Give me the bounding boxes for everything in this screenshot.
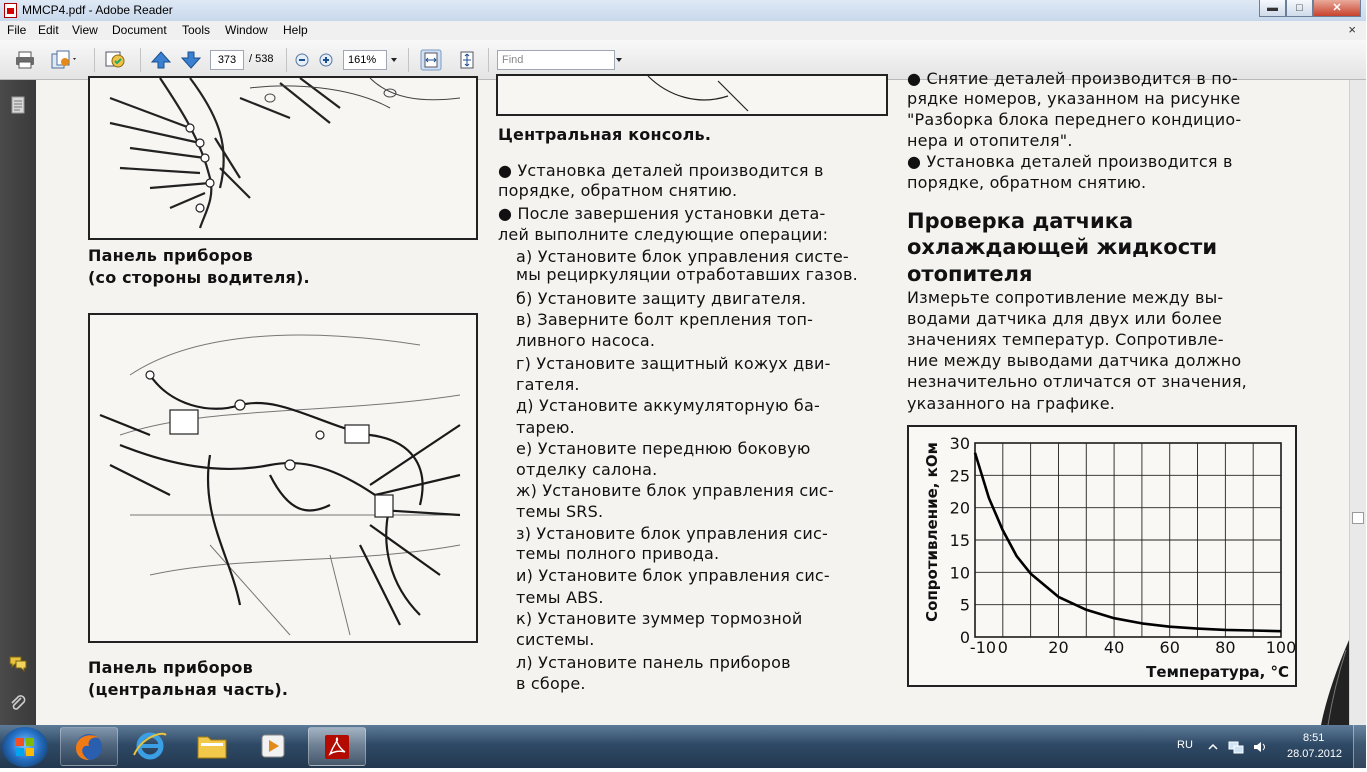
text-line: рядке номеров, указанном на рисунке <box>907 89 1241 108</box>
menu-file[interactable]: File <box>7 23 27 37</box>
text-line: ливного насоса. <box>516 331 656 350</box>
y-tick-label: 15 <box>949 531 970 550</box>
chart-frame <box>907 425 1297 687</box>
vertical-scrollbar[interactable] <box>1349 80 1366 725</box>
page-count: / 538 <box>249 53 274 65</box>
wiring-illustration <box>90 78 476 238</box>
media-player-icon <box>246 727 302 764</box>
internet-explorer-icon <box>122 727 178 764</box>
text-line: порядке, обратном снятию. <box>907 173 1147 192</box>
scrollbar-thumb[interactable] <box>1352 512 1364 524</box>
pdf-file-icon <box>4 3 17 18</box>
section-heading: отопителя <box>907 262 1033 286</box>
print-icon[interactable] <box>14 50 36 70</box>
y-tick-label: 30 <box>949 434 970 453</box>
navigation-panel <box>0 80 36 725</box>
zoom-dropdown-icon[interactable] <box>391 58 397 62</box>
folder-icon <box>184 727 240 764</box>
text-line: з) Установите блок управления сис- <box>516 524 828 543</box>
taskbar-explorer[interactable] <box>184 727 242 766</box>
collaborate-icon[interactable] <box>104 50 130 70</box>
text-line: порядке, обратном снятию. <box>498 181 738 200</box>
text-line: л) Установите панель приборов <box>516 653 791 672</box>
taskbar-firefox[interactable] <box>60 727 118 766</box>
document-viewport[interactable] <box>36 69 1349 725</box>
text-line: тарею. <box>516 418 575 437</box>
menu-view[interactable]: View <box>72 23 98 37</box>
share-icon[interactable] <box>50 50 78 70</box>
text-line: системы. <box>516 630 595 649</box>
firefox-icon <box>61 728 117 765</box>
next-page-icon[interactable] <box>180 50 202 70</box>
taskbar-adobe-reader[interactable] <box>308 727 366 766</box>
text-line: значениях температур. Сопротивле- <box>907 330 1224 349</box>
text-line: ● Установка деталей производится в <box>907 152 1233 171</box>
title-bar <box>0 0 1366 21</box>
x-tick-label: 80 <box>1215 638 1236 657</box>
figure-caption: Панель приборов <box>88 658 253 677</box>
start-button[interactable] <box>2 727 48 767</box>
text-line: водами датчика для двух или более <box>907 309 1223 328</box>
zoom-level-input[interactable]: 161% <box>343 50 387 70</box>
text-line: ● Снятие деталей производится в по- <box>907 69 1238 88</box>
text-line: ● После завершения установки дета- <box>498 204 826 223</box>
y-tick-label: 0 <box>959 628 970 647</box>
taskbar-ie[interactable] <box>122 727 180 766</box>
page-curl <box>1316 640 1349 725</box>
menu-help[interactable]: Help <box>283 23 308 37</box>
text-line: ние между выводами датчика должно <box>907 351 1242 370</box>
clock-time[interactable]: 8:51 <box>1303 732 1325 744</box>
text-line: а) Установите блок управления систе- <box>516 247 849 266</box>
text-line: ● Установка деталей производится в <box>498 161 824 180</box>
y-axis-label: Сопротивление, кОм <box>923 442 941 622</box>
figure-dashboard-center <box>88 313 478 643</box>
zoom-out-icon[interactable] <box>294 50 310 70</box>
page-number-input[interactable]: 373 <box>210 50 244 70</box>
text-line: к) Установите зуммер тормозной <box>516 609 803 628</box>
x-tick-label: 100 <box>1265 638 1297 657</box>
y-tick-label: 25 <box>949 466 970 486</box>
find-dropdown-icon[interactable] <box>616 58 622 62</box>
y-tick-label: 5 <box>959 595 970 615</box>
y-tick-label: 20 <box>949 498 970 518</box>
text-line: темы ABS. <box>516 588 604 607</box>
text-line: и) Установите блок управления сис- <box>516 566 830 585</box>
find-input[interactable]: Find <box>497 50 615 70</box>
console-illustration <box>498 76 886 114</box>
fit-page-icon[interactable] <box>456 50 478 70</box>
text-line: б) Установите защиту двигателя. <box>516 289 807 308</box>
menu-tools[interactable]: Tools <box>182 23 211 37</box>
fit-width-icon[interactable] <box>420 50 442 70</box>
menu-document[interactable]: Document <box>112 23 167 37</box>
show-desktop-button[interactable] <box>1353 725 1367 768</box>
maximize-button[interactable]: □ <box>1286 0 1313 17</box>
text-line: в) Заверните болт крепления топ- <box>516 310 814 329</box>
text-line: ж) Установите блок управления сис- <box>516 481 834 500</box>
text-line: д) Установите аккумуляторную ба- <box>516 396 820 415</box>
menu-window[interactable]: Window <box>225 23 268 37</box>
text-line: отделку салона. <box>516 460 658 479</box>
figure-center-console <box>496 74 888 116</box>
clock-date[interactable]: 28.07.2012 <box>1287 748 1343 760</box>
comments-icon[interactable] <box>9 654 27 672</box>
text-line: темы полного привода. <box>516 544 720 563</box>
adobe-reader-icon <box>309 728 365 765</box>
wiring-illustration <box>90 315 476 641</box>
text-line: Измерьте сопротивление между вы- <box>907 288 1224 307</box>
pages-icon[interactable] <box>9 96 27 114</box>
pdf-page <box>36 69 1349 725</box>
x-tick-label: 20 <box>1048 638 1069 657</box>
previous-page-icon[interactable] <box>150 50 172 70</box>
zoom-in-icon[interactable] <box>318 50 334 70</box>
text-line: незначительно отличатся от значения, <box>907 372 1247 391</box>
x-tick-label: 0 <box>997 638 1008 657</box>
language-indicator[interactable]: RU <box>1177 739 1193 751</box>
taskbar <box>0 725 1366 768</box>
section-heading: охлаждающей жидкости <box>907 235 1218 259</box>
x-axis-label: Температура, °С <box>1146 663 1289 681</box>
x-tick-label: 60 <box>1159 638 1180 657</box>
menu-bar <box>0 21 1366 40</box>
section-heading: Проверка датчика <box>907 209 1134 233</box>
menu-edit[interactable]: Edit <box>38 23 59 37</box>
close-document-icon[interactable]: × <box>1348 22 1356 37</box>
minimize-button[interactable]: ▬ <box>1259 0 1286 17</box>
text-line: темы SRS. <box>516 502 604 521</box>
volume-icon[interactable] <box>1252 739 1268 755</box>
figure-caption: Панель приборов <box>88 246 253 265</box>
x-tick-label: -10 <box>969 638 997 657</box>
figure-dashboard-driver-side <box>88 76 478 240</box>
figure-caption: Центральная консоль. <box>498 125 712 144</box>
network-icon[interactable] <box>1228 739 1244 755</box>
text-line: мы рециркуляции отработавших газов. <box>516 265 858 284</box>
text-line: нера и отопителя". <box>907 131 1073 150</box>
figure-caption: (центральная часть). <box>88 680 289 699</box>
text-line: "Разборка блока переднего кондицио- <box>907 110 1242 129</box>
text-line: е) Установите переднюю боковую <box>516 439 811 458</box>
y-tick-label: 10 <box>949 563 970 583</box>
taskbar-media-player[interactable] <box>246 727 304 766</box>
figure-caption: (со стороны водителя). <box>88 268 310 287</box>
windows-logo-icon <box>2 727 48 767</box>
attachments-icon[interactable] <box>9 694 27 712</box>
text-line: гателя. <box>516 375 580 394</box>
text-line: в сборе. <box>516 674 586 693</box>
text-line: г) Установите защитный кожух дви- <box>516 354 831 373</box>
x-tick-label: 40 <box>1103 638 1125 657</box>
show-hidden-icons-icon[interactable] <box>1208 742 1218 752</box>
close-button[interactable]: ✕ <box>1313 0 1361 17</box>
text-line: указанного на графике. <box>907 394 1116 413</box>
window-title: MMCP4.pdf - Adobe Reader <box>22 3 173 17</box>
resistance-chart <box>909 427 1295 685</box>
text-line: лей выполните следующие операции: <box>498 225 829 244</box>
